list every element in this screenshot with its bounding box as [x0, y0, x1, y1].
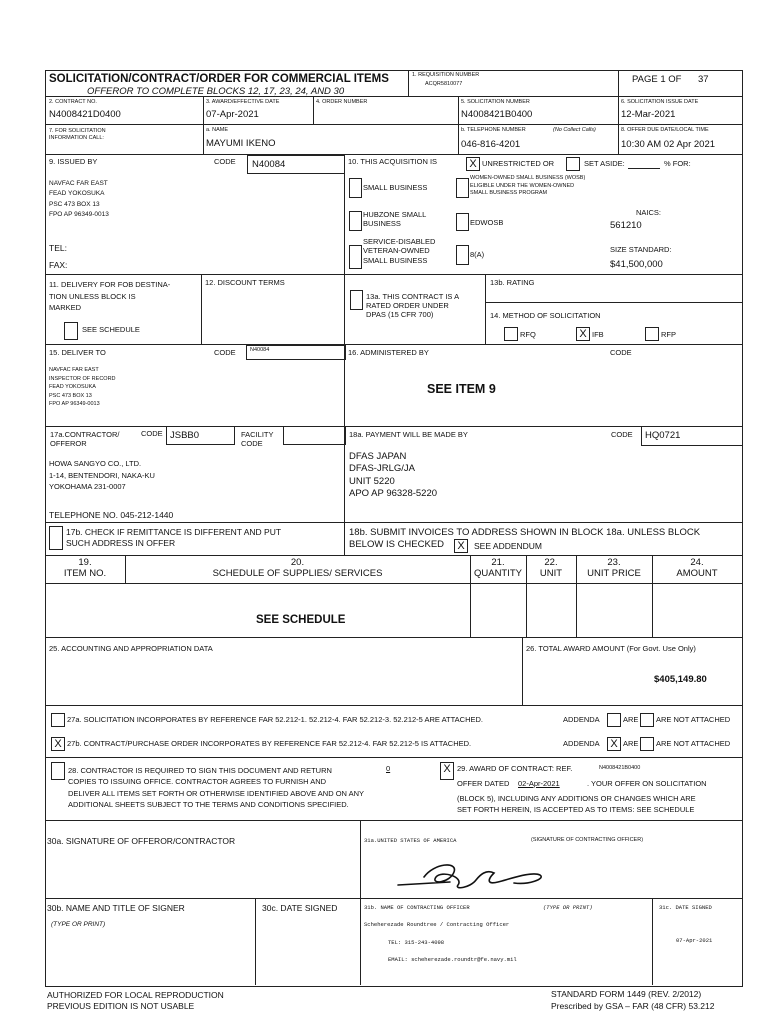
co-name-value: Scheherezade Roundtree / Contracting Officer	[364, 921, 510, 928]
contractor-code-label: CODE	[141, 429, 163, 438]
delivery-fob-label: 11. DELIVERY FOR FOB DESTINA- TION UNLESS BLOCK IS MARKED	[49, 280, 171, 313]
sdvosb-checkbox[interactable]	[349, 245, 362, 269]
small-business-label: SMALL BUSINESS	[363, 183, 428, 192]
issued-by-label: 9. ISSUED BY	[49, 157, 98, 166]
27a-are: ARE	[623, 715, 639, 724]
payment-by-label: 18a. PAYMENT WILL BE MADE BY	[349, 430, 468, 439]
accounting-label: 25. ACCOUNTING AND APPROPRIATION DATA	[49, 644, 213, 653]
footer-right-form: STANDARD FORM 1449 (REV. 2/2012)	[551, 989, 702, 999]
total-award-value: $405,149.80	[654, 674, 707, 685]
contractor-code-value: JSBB0	[170, 430, 200, 441]
contact-name-label: a. NAME	[206, 127, 229, 133]
deliver-to-label: 15. DELIVER TO	[49, 348, 106, 357]
form-title: SOLICITATION/CONTRACT/ORDER FOR COMMERCIAL ITEMS	[49, 73, 389, 85]
unrestricted-label: UNRESTRICTED OR	[482, 159, 555, 168]
27a-text: 27a. SOLICITATION INCORPORATES BY REFERENCE FAR 52.212-1. 52.212-4. FAR 52.212-3. 52.212-5 ARE ATTACHED.	[67, 715, 483, 724]
info-call-label: 7. FOR SOLICITATION INFORMATION CALL:	[49, 128, 106, 141]
date-signed-label: 30c. DATE SIGNED	[262, 903, 338, 913]
contact-name-value: MAYUMI IKENO	[206, 138, 276, 149]
signature-offeror-label: 30a. SIGNATURE OF OFFEROR/CONTRACTOR	[47, 836, 236, 846]
27b-are-not: ARE NOT ATTACHED	[656, 739, 731, 748]
hubzone-checkbox[interactable]	[349, 211, 362, 231]
addendum-checkbox[interactable]: X	[454, 539, 468, 553]
28-text: 28. CONTRACTOR IS REQUIRED TO SIGN THIS DOCUMENT AND RETURN COPIES TO ISSUING OFFICE. CONTRACTOR AGREES TO FURNISH AND DELIVER ALL ITEMS SET FORTH OR OTHERWISE IDENTIFIED ABOVE AND ON ANY ADDITIONAL SHEETS SUBJECT TO THE TERMS AND CONDITIONS SPECIFIED.	[68, 766, 365, 809]
rating-label: 13b. RATING	[490, 278, 535, 287]
percent-for-label: % FOR:	[664, 159, 691, 168]
deliver-to-code-value: N40084	[250, 347, 270, 353]
setaside-checkbox[interactable]	[566, 157, 580, 171]
naics-label: NAICS:	[636, 208, 662, 217]
award-date-label: 3. AWARD/EFFECTIVE DATE	[206, 99, 280, 105]
payment-address: DFAS JAPAN DFAS-JRLG/JA UNIT 5220 APO AP 96328-5220	[349, 451, 438, 500]
issued-by-fax: FAX:	[49, 260, 68, 270]
contractor-label: 17a.CONTRACTOR/ OFFEROR	[50, 430, 120, 449]
contractor-address: HOWA SANGYO CO., LTD. 1-14, BENTENDORI, NAKA-KU YOKOHAMA 231-0007	[49, 459, 155, 492]
27a-are-not-checkbox[interactable]	[640, 713, 654, 727]
co-telephone: TEL: 315-243-4098	[388, 939, 445, 946]
27b-addenda: ADDENDA	[563, 739, 600, 748]
col-amount: 24. AMOUNT	[676, 557, 718, 580]
page-total: 37	[698, 74, 709, 85]
see-schedule-label: SEE SCHEDULE	[82, 325, 140, 334]
col-schedule: 20. SCHEDULE OF SUPPLIES/ SERVICES	[212, 557, 383, 580]
award-date-value: 07-Apr-2021	[206, 109, 259, 120]
29-checkbox[interactable]: X	[440, 762, 454, 780]
eight-a-label: 8(A)	[470, 250, 485, 259]
signature-co-label: (SIGNATURE OF CONTRACTING OFFICER)	[531, 837, 644, 843]
total-award-label: 26. TOTAL AWARD AMOUNT (For Govt. Use Only)	[526, 644, 696, 653]
wosb-checkbox[interactable]	[456, 178, 469, 198]
27b-are-checkbox[interactable]: X	[607, 737, 621, 751]
acquisition-label: 10. THIS ACQUISITION IS	[348, 157, 438, 166]
signer-type-print: (TYPE OR PRINT)	[51, 921, 106, 928]
signer-name-label: 30b. NAME AND TITLE OF SIGNER	[47, 903, 185, 913]
footer-left: AUTHORIZED FOR LOCAL REPRODUCTION PREVIOUS EDITION IS NOT USABLE	[47, 990, 224, 1012]
27b-are: ARE	[623, 739, 639, 748]
rated-order-checkbox[interactable]	[350, 290, 363, 310]
see-addendum-label: SEE ADDENDUM	[474, 541, 543, 551]
27a-addenda: ADDENDA	[563, 715, 600, 724]
29-ref: N4008421B0400	[599, 765, 641, 771]
rated-order-label: 13a. THIS CONTRACT IS A RATED ORDER UNDER DPAS (15 CFR 700)	[366, 292, 460, 319]
date31-value: 07-Apr-2021	[676, 937, 713, 944]
contract-no-label: 2. CONTRACT NO.	[49, 99, 97, 105]
offer-due-value: 10:30 AM 02 Apr 2021	[621, 139, 716, 150]
ifb-checkbox[interactable]: X	[576, 327, 590, 341]
deliver-to-address: NAVFAC FAR EAST INSPECTOR OF RECORD FEAD YOKOSUKA PSC 473 BOX 13 FPO AP 96349-0013	[49, 367, 116, 408]
co-name-label: 31b. NAME OF CONTRACTING OFFICER	[364, 904, 470, 911]
co-email: EMAIL: scheherezade.roundtr@fe.navy.mil	[388, 956, 517, 963]
27b-text: 27b. CONTRACT/PURCHASE ORDER INCORPORATES BY REFERENCE FAR 52.212-4. FAR 52.212-5 IS ATTACHED.	[67, 739, 472, 748]
administered-by-label: 16. ADMINISTERED BY	[348, 348, 429, 357]
solicitation-no-label: 5. SOLICITATION NUMBER	[461, 99, 530, 105]
payment-code-value: HQ0721	[645, 430, 681, 441]
administered-by-code-label: CODE	[610, 348, 632, 357]
discount-terms-label: 12. DISCOUNT TERMS	[205, 278, 285, 287]
issued-by-code-value: N40084	[252, 159, 286, 170]
size-standard-label: SIZE STANDARD:	[610, 245, 672, 254]
issued-by-tel: TEL:	[49, 243, 67, 253]
remittance-checkbox[interactable]	[49, 526, 63, 550]
method-label: 14. METHOD OF SOLICITATION	[490, 311, 601, 320]
requisition-label: 1. REQUISITION NUMBER	[412, 72, 480, 78]
rfp-label: RFP	[661, 330, 676, 339]
sdvosb-label: SERVICE-DISABLED VETERAN-OWNED SMALL BUSINESS	[363, 237, 436, 265]
col-item-no: 19. ITEM NO.	[63, 557, 107, 580]
ifb-label: IFB	[592, 330, 604, 339]
setaside-label: SET ASIDE:	[584, 159, 625, 168]
issued-by-code-label: CODE	[214, 157, 236, 166]
27b-are-not-checkbox[interactable]	[640, 737, 654, 751]
no-collect-note: (No Collect Calls)	[553, 127, 596, 133]
28-copies: 0	[386, 764, 391, 773]
eight-a-checkbox[interactable]	[456, 245, 469, 265]
telephone-label: b. TELEPHONE NUMBER	[461, 127, 526, 133]
contractor-telephone: TELEPHONE NO. 045-212-1440	[49, 510, 174, 520]
rfq-label: RFQ	[520, 330, 536, 339]
contract-no-value: N4008421D0400	[49, 109, 121, 120]
rfq-checkbox[interactable]	[504, 327, 518, 341]
see-item-9: SEE ITEM 9	[427, 382, 496, 396]
27a-are-not: ARE NOT ATTACHED	[656, 715, 731, 724]
naics-value: 561210	[610, 220, 642, 231]
submit-invoices-label: 18b. SUBMIT INVOICES TO ADDRESS SHOWN IN BLOCK 18a. UNLESS BLOCK BELOW IS CHECKED	[349, 527, 701, 551]
col-unit-price: 23. UNIT PRICE	[587, 557, 641, 580]
facility-code-label: FACILITY CODE	[241, 430, 274, 449]
small-business-checkbox[interactable]	[349, 178, 362, 198]
29-offer-dated: OFFER DATED	[457, 779, 510, 788]
requisition-value: ACQR5810077	[425, 81, 463, 87]
27a-are-checkbox[interactable]	[607, 713, 621, 727]
col-unit: 22. UNIT	[539, 557, 563, 580]
footer-right-prescribed: Prescribed by GSA – FAR (48 CFR) 53.212	[551, 1001, 715, 1011]
29-label: 29. AWARD OF CONTRACT: REF.	[457, 764, 573, 773]
29-your-offer: . YOUR OFFER ON SOLICITATION	[587, 779, 707, 788]
rfp-checkbox[interactable]	[645, 327, 659, 341]
page-label: PAGE 1 OF	[632, 74, 682, 85]
see-schedule-main: SEE SCHEDULE	[256, 614, 346, 626]
27a-checkbox[interactable]	[51, 713, 65, 727]
wosb-label: WOMEN-OWNED SMALL BUSINESS (WOSB) ELIGIBLE UNDER THE WOMEN-OWNED SMALL BUSINESS PROGRAM	[470, 175, 586, 197]
issued-by-address: NAVFAC FAR EAST FEAD YOKOSUKA PSC 473 BOX 13 FPO AP 96349-0013	[49, 180, 109, 219]
see-schedule-checkbox[interactable]	[64, 322, 78, 340]
solicitation-no-value: N4008421B0400	[461, 109, 533, 120]
usa-label: 31a.UNITED STATES OF AMERICA	[364, 837, 457, 844]
deliver-to-code-label: CODE	[214, 348, 236, 357]
form-subtitle: OFFEROR TO COMPLETE BLOCKS 12, 17, 23, 24, AND 30	[87, 86, 345, 97]
col-quantity: 21. QUANTITY	[473, 557, 523, 580]
hubzone-label: HUBZONE SMALL BUSINESS	[363, 210, 427, 229]
edwosb-checkbox[interactable]	[456, 213, 469, 231]
unrestricted-checkbox[interactable]: X	[466, 157, 480, 171]
co-type-print: (TYPE OR PRINT)	[543, 904, 593, 911]
issue-date-value: 12-Mar-2021	[621, 109, 676, 120]
remittance-label: 17b. CHECK IF REMITTANCE IS DIFFERENT AND PUT SUCH ADDRESS IN OFFER	[66, 527, 282, 549]
29-offer-date: 02-Apr-2021	[518, 779, 560, 788]
offer-due-label: 8. OFFER DUE DATE/LOCAL TIME	[621, 127, 709, 133]
size-standard-value: $41,500,000	[610, 259, 663, 270]
payment-code-label: CODE	[611, 430, 633, 439]
date31-label: 31c. DATE SIGNED	[659, 904, 712, 911]
contracting-officer-signature	[394, 855, 564, 895]
29-text: (BLOCK 5), INCLUDING ANY ADDITIONS OR CHANGES WHICH ARE SET FORTH HEREIN, IS ACCEPTED AS TO ITEMS: SEE SCHEDULE	[457, 794, 696, 815]
issue-date-label: 6. SOLICITATION ISSUE DATE	[621, 99, 699, 105]
order-number-label: 4. ORDER NUMBER	[316, 99, 368, 105]
edwosb-label: EDWOSB	[470, 218, 504, 227]
telephone-value: 046-816-4201	[461, 139, 521, 150]
27b-checkbox[interactable]: X	[51, 737, 65, 751]
28-checkbox[interactable]	[51, 762, 65, 780]
